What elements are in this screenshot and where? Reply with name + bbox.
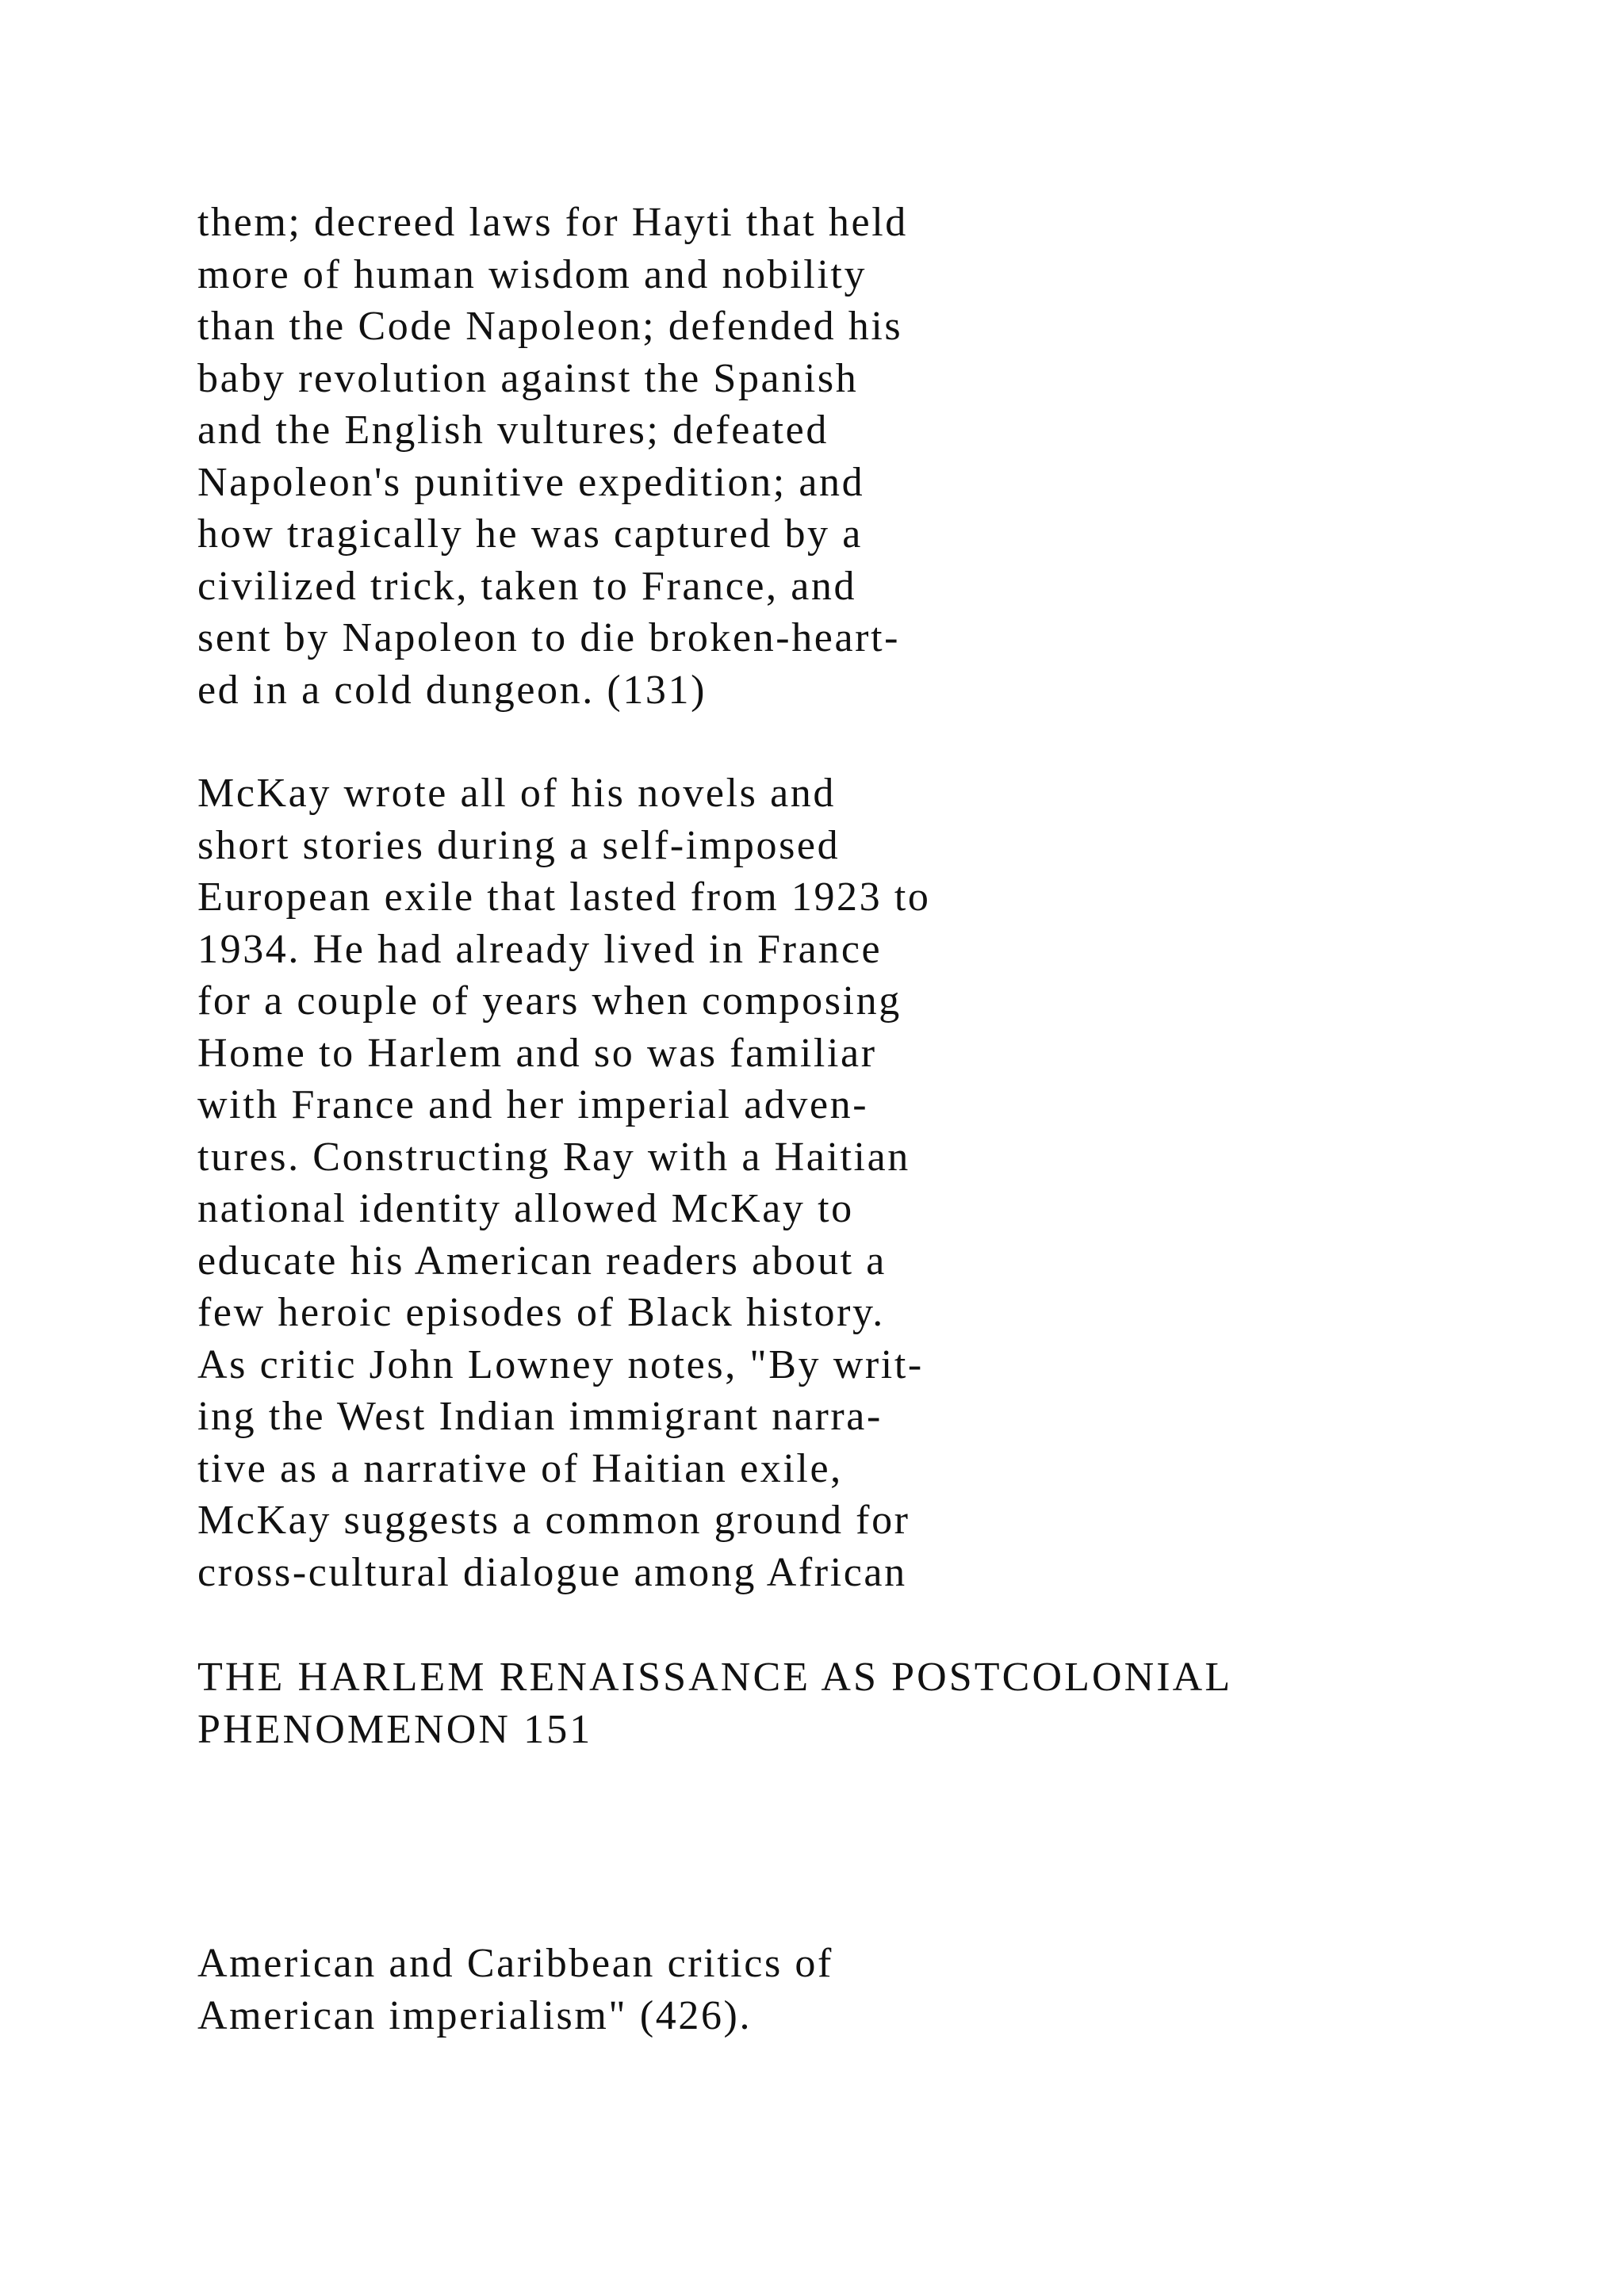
running-header-line: THE HARLEM RENAISSANCE AS POSTCOLONIAL	[197, 1655, 1233, 1700]
quote-line: sent by Napoleon to die broken-heart-	[197, 615, 901, 660]
paragraph-line: Home to Harlem and so was familiar	[197, 1030, 877, 1076]
paragraph-line: ing the West Indian immigrant narra-	[197, 1394, 883, 1439]
paragraph-line: tive as a narrative of Haitian exile,	[197, 1445, 843, 1491]
paragraph-line: European exile that lasted from 1923 to	[197, 874, 931, 920]
continuation-line: American and Caribbean critics of	[197, 1941, 833, 1986]
quote-line: more of human wisdom and nobility	[197, 251, 868, 297]
quote-line: than the Code Napoleon; defended his	[197, 304, 903, 349]
paragraph-line: As critic John Lowney notes, "By writ-	[197, 1341, 924, 1387]
quote-line: ed in a cold dungeon. (131)	[197, 667, 707, 713]
paragraph-line: McKay wrote all of his novels and	[197, 771, 836, 816]
paragraph-line: short stories during a self-imposed	[197, 822, 841, 868]
paragraph-line: McKay suggests a common ground for	[197, 1498, 910, 1543]
continuation-paragraph	[197, 1938, 833, 2042]
quote-line: them; decreed laws for Hayti that held	[197, 200, 908, 245]
paragraph-line: 1934. He had already lived in France	[197, 926, 883, 972]
body-paragraph	[197, 767, 931, 1598]
paragraph-line: tures. Constructing Ray with a Haitian	[197, 1134, 910, 1180]
quote-line: civilized trick, taken to France, and	[197, 563, 857, 609]
paragraph-line: national identity allowed McKay to	[197, 1186, 854, 1231]
paragraph-line: educate his American readers about a	[197, 1238, 887, 1284]
paragraph-line: with France and her imperial adven-	[197, 1082, 869, 1127]
block-quote	[197, 197, 908, 716]
paragraph-line: cross-cultural dialogue among African	[197, 1549, 907, 1595]
quote-line: how tragically he was captured by a	[197, 511, 863, 557]
paragraph-line: few heroic episodes of Black history.	[197, 1290, 885, 1335]
quote-line: and the English vultures; defeated	[197, 408, 829, 453]
running-header-line: PHENOMENON 151	[197, 1706, 593, 1752]
paragraph-line: for a couple of years when composing	[197, 978, 902, 1024]
quote-line: baby revolution against the Spanish	[197, 355, 859, 401]
quote-line: Napoleon's punitive expedition; and	[197, 459, 865, 505]
continuation-line: American imperialism" (426).	[197, 1992, 753, 2038]
running-header	[197, 1651, 1232, 1755]
